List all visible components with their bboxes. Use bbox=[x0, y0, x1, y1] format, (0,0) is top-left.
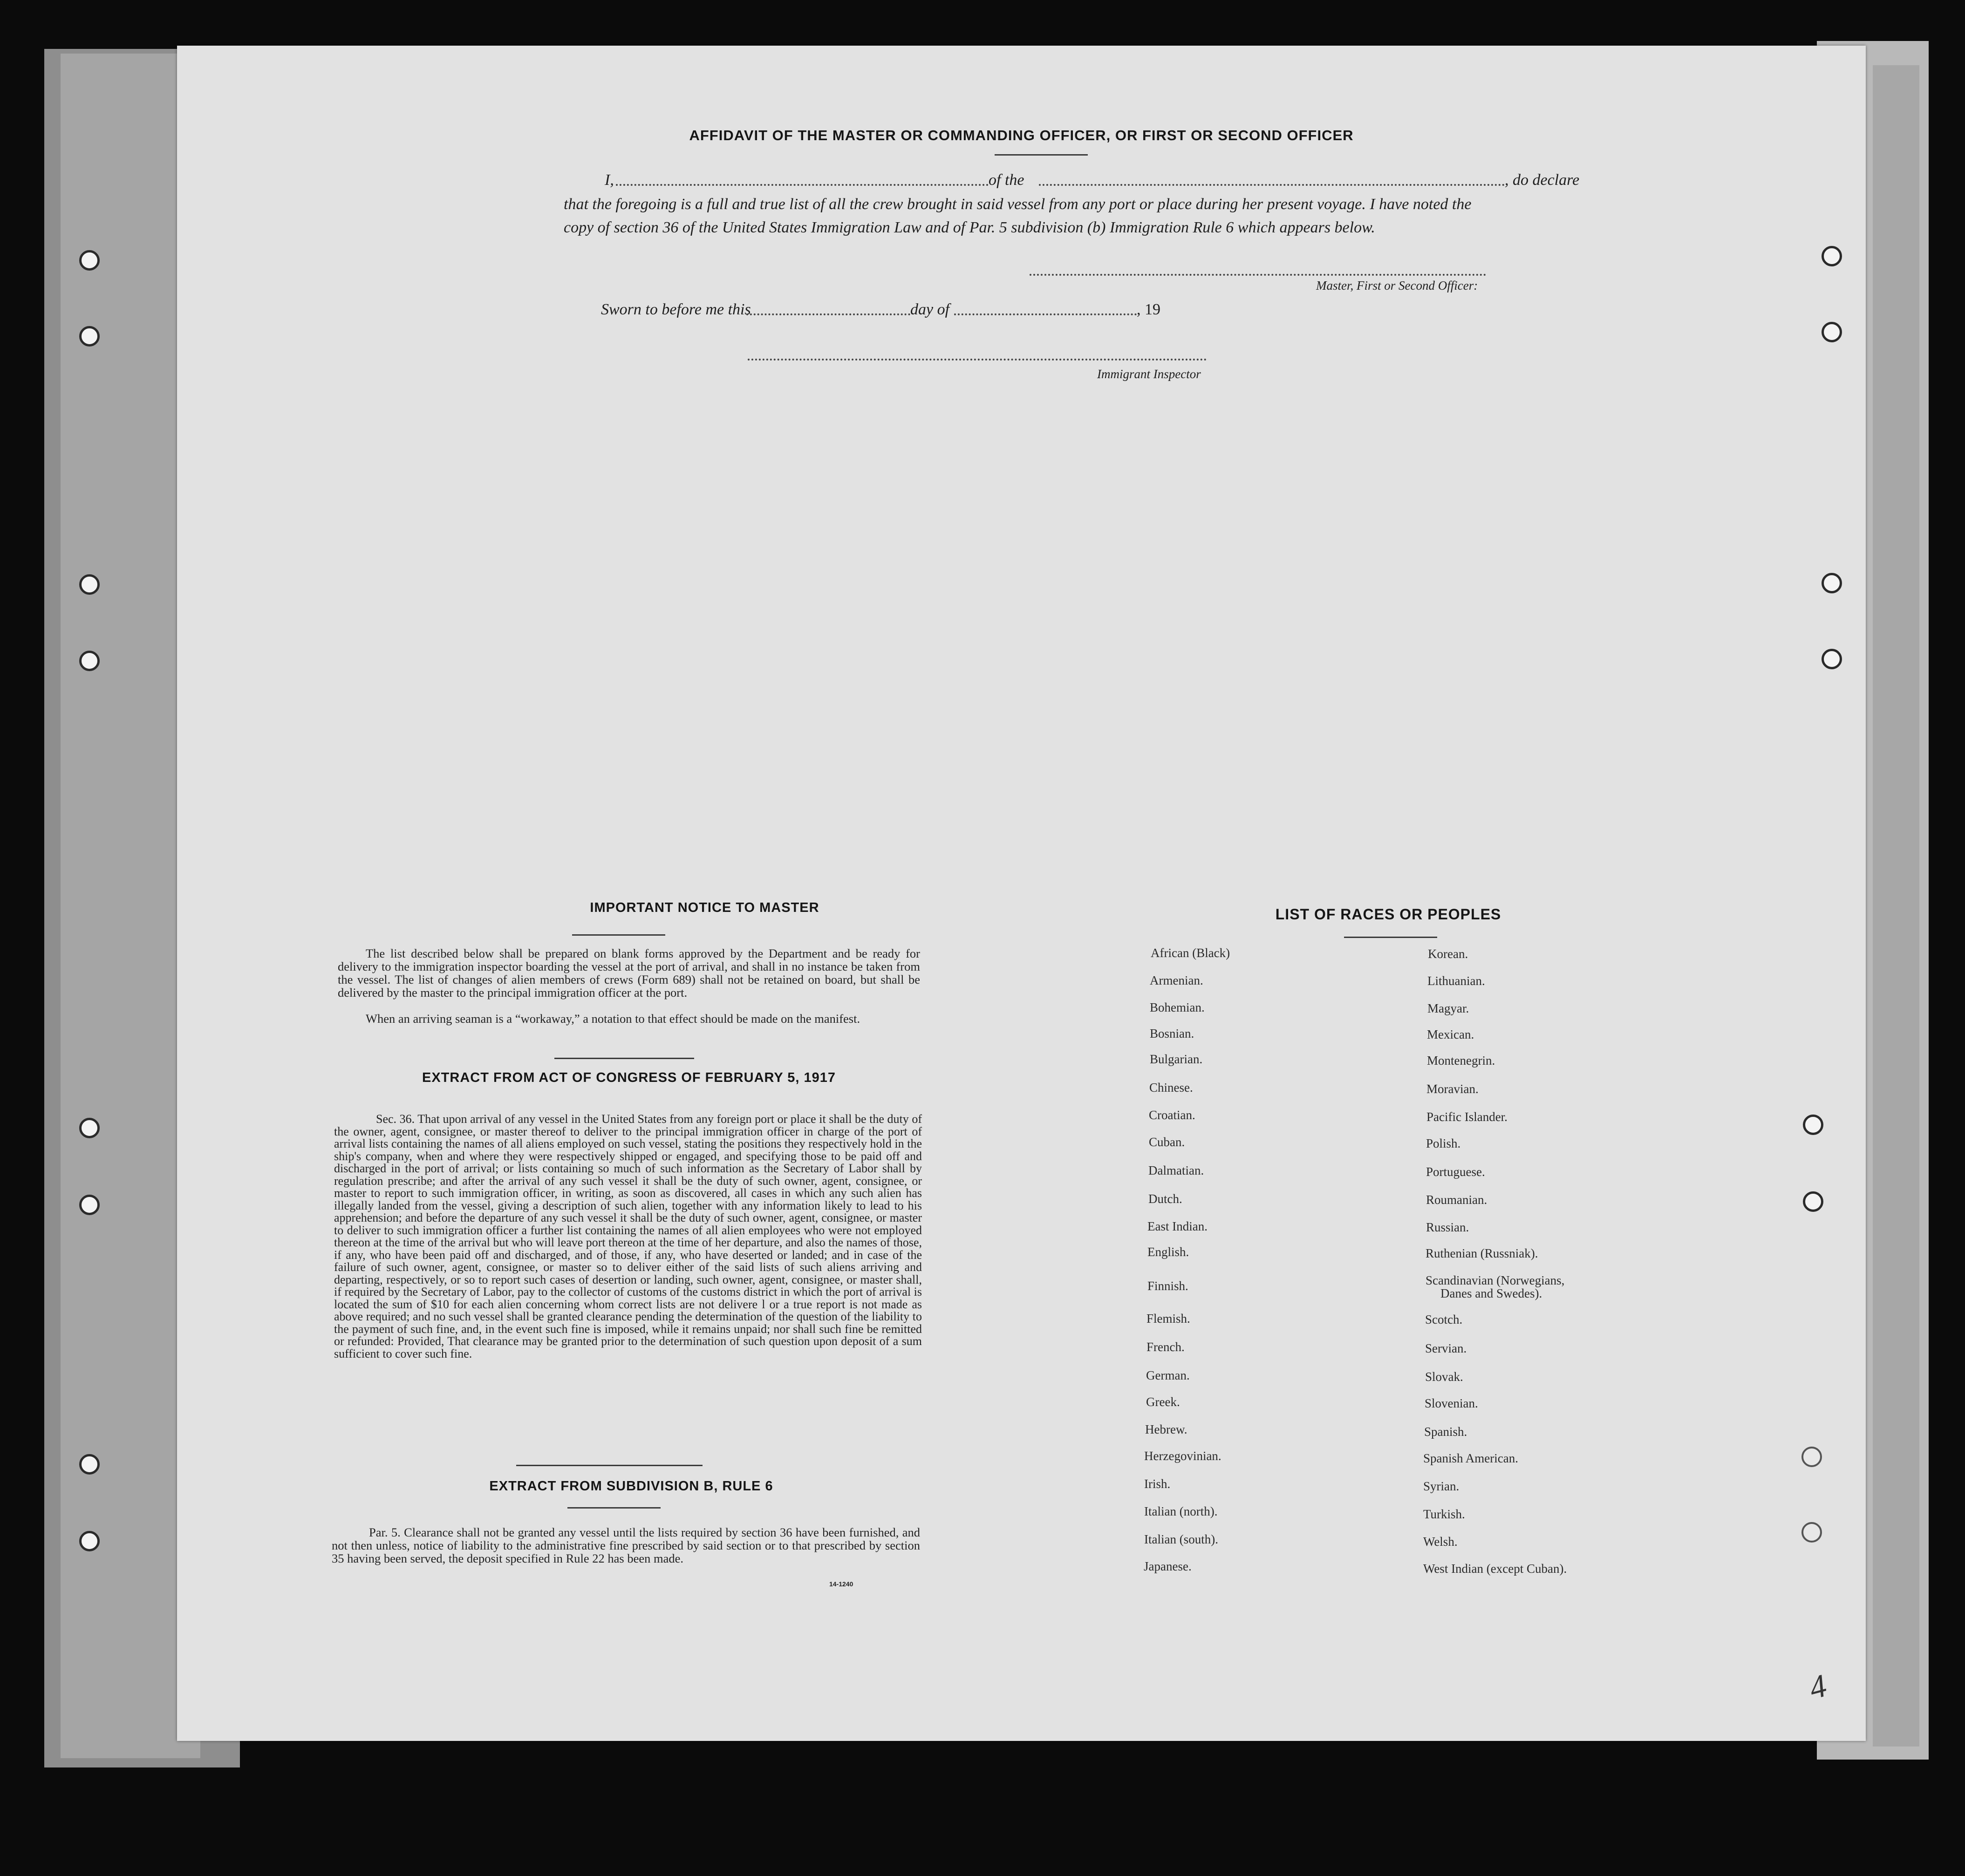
binder-hole bbox=[1822, 246, 1842, 266]
race-item: Mexican. bbox=[1427, 1027, 1474, 1041]
underlying-sheet-right-edge bbox=[1873, 65, 1919, 1747]
race-item: Polish. bbox=[1426, 1136, 1461, 1150]
inspector-caption: Immigrant Inspector bbox=[1097, 367, 1201, 381]
handwritten-page-mark: 4 bbox=[1805, 1667, 1831, 1707]
race-item: Lithuanian. bbox=[1427, 974, 1485, 988]
sworn-line-year: , 19 bbox=[1137, 301, 1160, 318]
races-title: LIST OF RACES OR PEOPLES bbox=[1275, 906, 1501, 923]
race-item: Dutch. bbox=[1148, 1192, 1182, 1206]
race-item: Bosnian. bbox=[1150, 1026, 1194, 1040]
binder-hole bbox=[1822, 649, 1842, 669]
binder-hole bbox=[79, 1195, 100, 1215]
affidavit-line3: copy of section 36 of the United States Immigration Law and of Par. 5 subdivision (b) Immigration Rule 6 which appears below. bbox=[564, 219, 1375, 236]
race-item: Irish. bbox=[1144, 1477, 1171, 1491]
race-item: East Indian. bbox=[1147, 1219, 1208, 1233]
declarant-name-field[interactable] bbox=[616, 184, 989, 186]
extract-rule-title-rule bbox=[567, 1507, 661, 1509]
binder-hole bbox=[79, 651, 100, 671]
sworn-line-start: Sworn to before me this bbox=[601, 301, 751, 318]
race-item: Herzegovinian. bbox=[1144, 1449, 1221, 1463]
race-item: Spanish. bbox=[1424, 1425, 1467, 1439]
race-item: Scotch. bbox=[1425, 1312, 1463, 1326]
race-item: African (Black) bbox=[1151, 946, 1230, 960]
affidavit-line1-start: I, bbox=[605, 171, 614, 189]
form-number: 14-1240 bbox=[829, 1580, 853, 1588]
affidavit-line2: that the foregoing is a full and true list of all the crew brought in said vessel from any port or place during her present voyage. I have noted the bbox=[564, 196, 1472, 213]
race-item: Dalmatian. bbox=[1148, 1163, 1204, 1177]
race-item: Armenian. bbox=[1150, 973, 1203, 987]
race-item: Turkish. bbox=[1423, 1507, 1465, 1521]
race-item: Pacific Islander. bbox=[1426, 1110, 1508, 1124]
race-item: English. bbox=[1147, 1245, 1189, 1259]
race-item: Portuguese. bbox=[1426, 1165, 1485, 1179]
binder-hole bbox=[79, 326, 100, 347]
sworn-line-day: day of bbox=[910, 301, 950, 318]
race-item: Ruthenian (Russniak). bbox=[1426, 1246, 1538, 1260]
binder-hole bbox=[79, 1531, 100, 1551]
race-item: French. bbox=[1146, 1340, 1185, 1354]
race-item: Slovak. bbox=[1425, 1370, 1463, 1384]
affidavit-line1-mid: of the bbox=[989, 171, 1024, 189]
vessel-name-field[interactable] bbox=[1039, 184, 1505, 186]
binder-hole bbox=[1822, 573, 1842, 593]
race-item: Bulgarian. bbox=[1150, 1052, 1203, 1066]
race-item: Cuban. bbox=[1149, 1135, 1185, 1149]
notice-text-2: When an arriving seaman is a “workaway,” a notation to that effect should be made on the manifest. bbox=[366, 1012, 860, 1026]
race-item: Korean. bbox=[1428, 947, 1468, 961]
extract-act-title: EXTRACT FROM ACT OF CONGRESS OF FEBRUARY 5, 1917 bbox=[422, 1070, 836, 1085]
manifest-page bbox=[177, 46, 1866, 1741]
race-item: Scandinavian (Norwegians, bbox=[1426, 1273, 1565, 1287]
binder-hole bbox=[79, 1118, 100, 1138]
binder-hole bbox=[79, 250, 100, 271]
extract-rule-text: Par. 5. Clearance shall not be granted any vessel until the lists required by section 36 have been furnished, and not then unless, notice of liability to the administrative fine prescribed by said section or to that prescribed by section 35 having been served, the deposit specified in Rule 22 has been made. bbox=[332, 1525, 920, 1565]
race-item: Japanese. bbox=[1144, 1559, 1192, 1573]
race-item: Hebrew. bbox=[1145, 1422, 1187, 1436]
extract-rule-title: EXTRACT FROM SUBDIVISION B, RULE 6 bbox=[489, 1479, 773, 1494]
extract-act-end-rule bbox=[516, 1465, 703, 1466]
binder-hole bbox=[1801, 1447, 1822, 1467]
officer-signature-field[interactable] bbox=[1030, 274, 1486, 276]
race-item: Flemish. bbox=[1146, 1312, 1190, 1325]
race-item: Spanish American. bbox=[1423, 1451, 1518, 1465]
affidavit-title-rule bbox=[995, 154, 1088, 156]
race-item: German. bbox=[1146, 1368, 1190, 1382]
officer-signature-caption: Master, First or Second Officer: bbox=[1316, 279, 1478, 292]
binder-hole bbox=[79, 1454, 100, 1475]
race-item: Bohemian. bbox=[1150, 1000, 1205, 1014]
race-item: Servian. bbox=[1425, 1341, 1467, 1355]
notice-end-rule bbox=[554, 1058, 694, 1059]
binder-hole bbox=[1822, 322, 1842, 342]
notice-text: The list described below shall be prepared on blank forms approved by the Department and be ready for delivery to the immigration inspector boarding the vessel at the port of arrival, and shall in no instance be taken from the vessel. The list of changes of alien members of crews (Form 689) shall not be retained on board, but shall be delivered by the master to the principal immigration officer at the port. bbox=[338, 946, 920, 999]
race-item: Welsh. bbox=[1423, 1535, 1458, 1549]
sworn-day-field[interactable] bbox=[746, 313, 910, 315]
notice-title-rule bbox=[572, 934, 665, 936]
inspector-signature-field[interactable] bbox=[748, 359, 1207, 360]
race-item: Chinese. bbox=[1149, 1081, 1193, 1094]
race-item: Russian. bbox=[1426, 1220, 1469, 1234]
race-item: Greek. bbox=[1146, 1395, 1180, 1409]
race-item: Croatian. bbox=[1149, 1108, 1195, 1122]
notice-title: IMPORTANT NOTICE TO MASTER bbox=[590, 900, 819, 915]
binder-hole bbox=[1803, 1191, 1823, 1212]
race-item: Syrian. bbox=[1423, 1479, 1460, 1493]
affidavit-title: AFFIDAVIT OF THE MASTER OR COMMANDING OFFICER, OR FIRST OR SECOND OFFICER bbox=[689, 127, 1354, 143]
race-item: Montenegrin. bbox=[1427, 1054, 1495, 1067]
sworn-month-field[interactable] bbox=[954, 313, 1137, 315]
extract-act-text: Sec. 36. That upon arrival of any vessel in the United States from any foreign port or place it shall be the duty of the owner, agent, consignee, or master thereof to deliver to the principal immigration officer in charge of the port of arrival lists containing the names of all aliens employed on such vessel, stating the positions they respectively hold in the ship's company, when and where they were respectively shipped or engaged, and specifying those to be paid off and discharged in the port of arrival; or lists containing so much of such information as the Secretary of Labor shall by regulation prescribe; and after the arrival of any such vessel it shall be the duty of such owner, agent, consignee, or master to report to such immigration officer, in writing, as soon as discovered, all cases in which any such alien has illegally landed from the vessel, giving a description of such alien, together with any information likely to lead to his apprehension; and before the departure of any such vessel it shall be the duty of such owner, agent, consignee, or master to deliver to such immigration officer a further list containing the names of all alien employees who were not employed thereon at the time of the arrival but who will leave port thereon at the time of her departure, and also the names of those, if any, who have been paid off and discharged, and of those, if any, who have deserted or landed; and in case of the failure of such owner, agent, consignee, or master so to deliver either of the said lists of such aliens arriving and departing, respectively, or so to report such cases of desertion or landing, such owner, agent, consignee, or master shall, if required by the Secretary of Labor, pay to the collector of customs of the customs district in which the port of arrival is located the sum of $10 for each alien concerning whom correct lists are not delivere l or a true report is not made as above required; and no such vessel shall be granted clearance pending the determination of the question of the liability to the payment of such fine, and, in the event such fine is imposed, while it remains unpaid; nor shall such fine be remitted or refunded: Provided, That clearance may be granted prior to the determination of such question upon deposit of a sum sufficient to cover such fine. bbox=[334, 1112, 922, 1360]
race-item: Moravian. bbox=[1426, 1082, 1479, 1096]
race-item: Roumanian. bbox=[1426, 1193, 1487, 1207]
race-item: West Indian (except Cuban). bbox=[1423, 1562, 1567, 1576]
race-item: Finnish. bbox=[1147, 1279, 1188, 1293]
binder-hole bbox=[79, 574, 100, 595]
races-title-rule bbox=[1344, 937, 1437, 938]
affidavit-line1-end: , do declare bbox=[1505, 171, 1580, 189]
binder-hole bbox=[1803, 1115, 1823, 1135]
race-item: Slovenian. bbox=[1425, 1396, 1478, 1410]
race-item: Danes and Swedes). bbox=[1440, 1286, 1542, 1300]
binder-hole bbox=[1801, 1522, 1822, 1543]
race-item: Italian (north). bbox=[1144, 1504, 1218, 1518]
race-item: Italian (south). bbox=[1144, 1532, 1218, 1546]
race-item: Magyar. bbox=[1427, 1001, 1469, 1015]
